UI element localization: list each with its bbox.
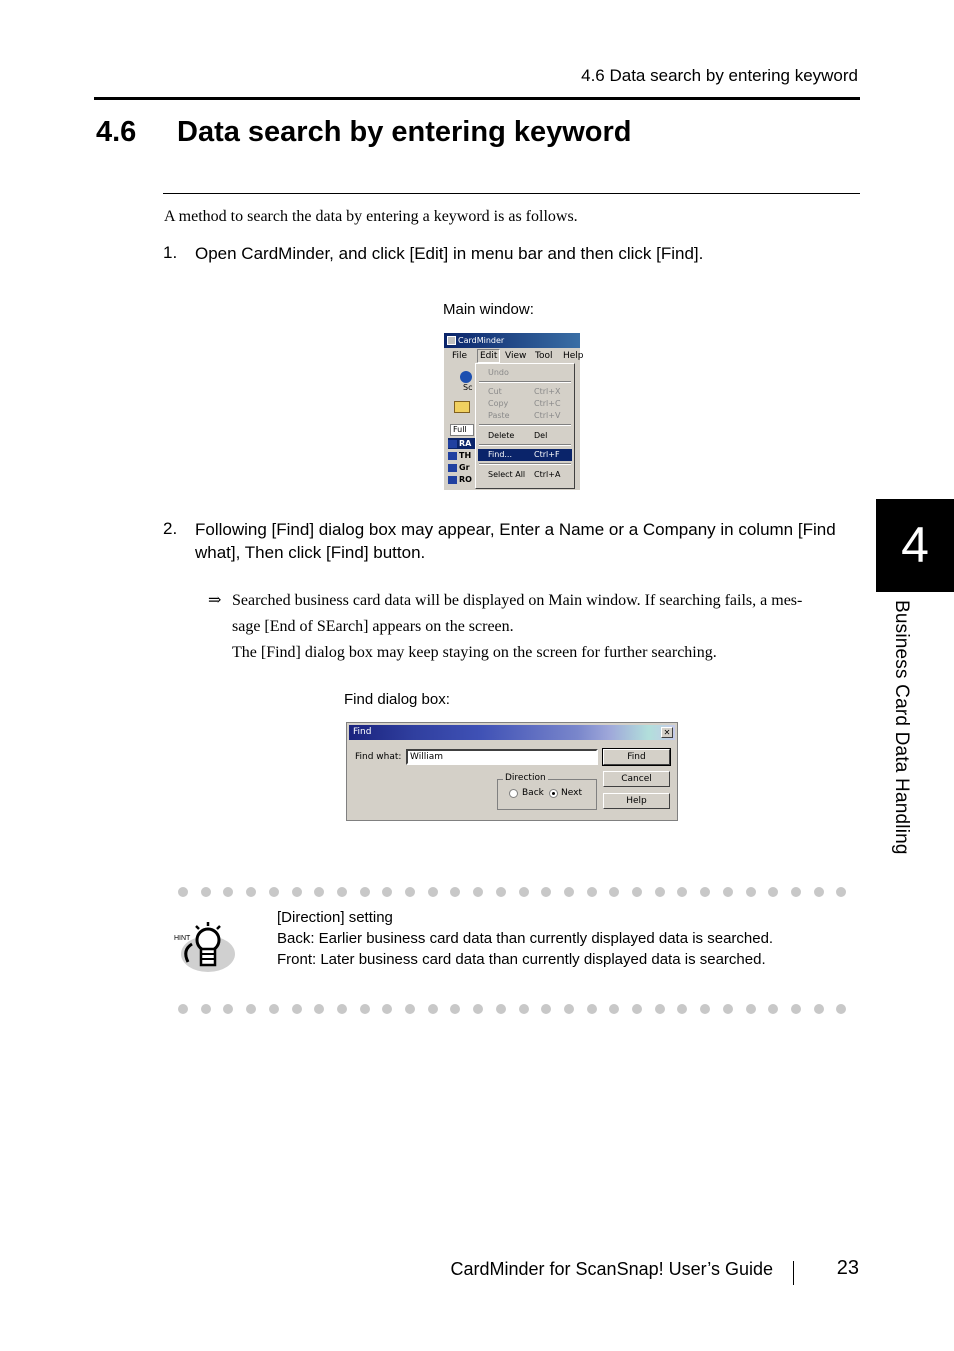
- divider-dot: [746, 887, 756, 897]
- main-window-caption: Main window:: [443, 301, 534, 318]
- menu-separator: [479, 424, 571, 426]
- divider-dot: [541, 1004, 551, 1014]
- menu-tool[interactable]: Tool: [535, 351, 553, 361]
- section-number: 4.6: [96, 116, 137, 148]
- step-1-text: Open CardMinder, and click [Edit] in menu bar and then click [Find].: [195, 244, 704, 263]
- divider-dot: [292, 887, 302, 897]
- row-name: RA: [459, 439, 472, 448]
- chapter-side-label: [880, 600, 930, 900]
- row-name: RO: [459, 475, 472, 484]
- menubar: [444, 349, 584, 363]
- divider-dot: [677, 887, 687, 897]
- divider-dot: [450, 1004, 460, 1014]
- divider-dot: [768, 887, 778, 897]
- next-radio[interactable]: [549, 789, 558, 798]
- section-rule: [163, 193, 860, 194]
- divider-dot: [178, 1004, 188, 1014]
- menu-separator: [479, 381, 571, 383]
- divider-dot: [473, 887, 483, 897]
- hint-divider-top: [178, 887, 858, 897]
- result-arrow: ⇒: [208, 592, 222, 609]
- help-button[interactable]: Help: [603, 793, 670, 809]
- hint-line-2: Front: Later business card data than currently displayed data is searched.: [277, 951, 766, 968]
- divider-dot: [428, 1004, 438, 1014]
- divider-dot: [632, 887, 642, 897]
- direction-label: Direction: [505, 773, 546, 783]
- divider-dot: [564, 1004, 574, 1014]
- step-1-number: 1.: [163, 243, 178, 262]
- menu-file[interactable]: File: [452, 351, 468, 361]
- divider-dot: [768, 1004, 778, 1014]
- divider-dot: [814, 887, 824, 897]
- divider-dot: [360, 1004, 370, 1014]
- section-title: Data search by entering keyword: [177, 116, 632, 148]
- menu-item-copy[interactable]: Copy Ctrl+C: [488, 399, 561, 408]
- menu-item-delete[interactable]: Delete Del: [488, 431, 548, 440]
- app-icon: [447, 336, 456, 345]
- card-icon: [448, 452, 457, 460]
- folder-icon[interactable]: [454, 401, 470, 413]
- divider-dot: [587, 887, 597, 897]
- list-row[interactable]: [448, 450, 478, 461]
- find-button[interactable]: Find: [603, 749, 670, 765]
- step-2-line-2: what], Then click [Find] button.: [195, 543, 426, 562]
- divider-dot: [246, 1004, 256, 1014]
- step-2-line-1: Following [Find] dialog box may appear, Enter a Name or a Company in column [Find: [195, 520, 836, 539]
- divider-dot: [791, 887, 801, 897]
- footer-guide-title: CardMinder for ScanSnap! User’s Guide: [450, 1259, 773, 1279]
- result-line-2: sage [End of SEarch] appears on the screen.: [232, 618, 514, 635]
- divider-dot: [314, 887, 324, 897]
- card-icon: [448, 440, 457, 448]
- divider-dot: [836, 1004, 846, 1014]
- find-what-input[interactable]: William: [406, 749, 598, 765]
- result-block: [208, 588, 860, 666]
- intro-text: A method to search the data by entering a keyword is as follows.: [164, 208, 578, 225]
- main-window-screenshot: [444, 333, 584, 490]
- divider-dot: [723, 1004, 733, 1014]
- menu-item-find[interactable]: Find... Ctrl+F: [478, 449, 572, 461]
- find-dialog-caption: Find dialog box:: [344, 691, 450, 708]
- divider-dot: [519, 887, 529, 897]
- divider-dot: [836, 887, 846, 897]
- divider-dot: [246, 887, 256, 897]
- divider-dot: [382, 887, 392, 897]
- menu-separator: [479, 463, 571, 465]
- divider-dot: [541, 887, 551, 897]
- radio-selected-dot: [552, 792, 555, 795]
- divider-dot: [269, 887, 279, 897]
- divider-dot: [496, 1004, 506, 1014]
- divider-dot: [201, 887, 211, 897]
- divider-dot: [700, 1004, 710, 1014]
- divider-dot: [655, 887, 665, 897]
- divider-dot: [337, 1004, 347, 1014]
- list-row[interactable]: [448, 438, 478, 449]
- row-name: Gr: [459, 463, 470, 472]
- main-window-title: CardMinder: [458, 336, 505, 345]
- divider-dot: [519, 1004, 529, 1014]
- divider-dot: [337, 887, 347, 897]
- divider-dot: [405, 887, 415, 897]
- result-line-1: Searched business card data will be displayed on Main window. If searching fails, a mes-: [232, 592, 803, 609]
- row-name: TH: [459, 451, 472, 460]
- main-window-titlebar: [444, 333, 580, 348]
- chapter-label-text: Business Card Data Handling: [891, 600, 912, 855]
- find-what-label: Find what:: [355, 752, 402, 762]
- step-2-number: 2.: [163, 519, 178, 538]
- divider-dot: [677, 1004, 687, 1014]
- divider-dot: [360, 887, 370, 897]
- divider-dot: [632, 1004, 642, 1014]
- find-dialog-title: Find: [353, 727, 372, 737]
- find-dialog-titlebar: [349, 725, 675, 740]
- menu-edit[interactable]: Edit: [477, 349, 500, 363]
- divider-dot: [473, 1004, 483, 1014]
- direction-group: [497, 773, 597, 810]
- menu-help[interactable]: Help: [563, 351, 584, 361]
- divider-dot: [746, 1004, 756, 1014]
- divider-dot: [791, 1004, 801, 1014]
- divider-dot: [700, 887, 710, 897]
- divider-dot: [201, 1004, 211, 1014]
- divider-dot: [405, 1004, 415, 1014]
- edit-menu-dropdown: [475, 363, 575, 489]
- divider-dot: [814, 1004, 824, 1014]
- divider-dot: [314, 1004, 324, 1014]
- divider-dot: [223, 887, 233, 897]
- running-header: 4.6 Data search by entering keyword: [581, 66, 858, 85]
- hint-line-1: Back: Earlier business card data than currently displayed data is searched.: [277, 930, 774, 947]
- divider-dot: [609, 1004, 619, 1014]
- menu-item-undo[interactable]: Undo: [488, 368, 509, 377]
- divider-dot: [223, 1004, 233, 1014]
- result-line-3: The [Find] dialog box may keep staying on the screen for further searching.: [232, 644, 717, 661]
- hint-icon: [174, 918, 238, 978]
- card-icon: [448, 464, 457, 472]
- back-radio-label[interactable]: Back: [522, 788, 544, 798]
- divider-dot: [292, 1004, 302, 1014]
- divider-dot: [609, 887, 619, 897]
- menu-item-select-all[interactable]: Select All Ctrl+A: [488, 470, 561, 479]
- hint-title: [Direction] setting: [277, 909, 393, 926]
- divider-dot: [428, 887, 438, 897]
- menu-item-paste[interactable]: Paste Ctrl+V: [488, 411, 561, 420]
- divider-dot: [450, 887, 460, 897]
- divider-dot: [382, 1004, 392, 1014]
- toolbar-label: Sc: [463, 383, 473, 392]
- hint-icon-label: HINT: [174, 935, 191, 942]
- divider-dot: [269, 1004, 279, 1014]
- divider-dot: [723, 887, 733, 897]
- page-number: 23: [836, 1257, 859, 1279]
- find-dialog: [346, 722, 678, 821]
- back-radio[interactable]: [509, 789, 518, 798]
- hint-divider-bottom: [178, 1004, 858, 1014]
- card-icon: [448, 476, 457, 484]
- footer-divider: [793, 1261, 794, 1285]
- menu-item-cut[interactable]: Cut Ctrl+X: [488, 387, 561, 396]
- list-row[interactable]: [448, 474, 478, 485]
- scan-icon[interactable]: [460, 371, 472, 383]
- divider-dot: [655, 1004, 665, 1014]
- close-icon[interactable]: ✕: [661, 727, 673, 738]
- divider-dot: [587, 1004, 597, 1014]
- cancel-button[interactable]: Cancel: [603, 771, 670, 787]
- menu-view[interactable]: View: [505, 351, 527, 361]
- header-rule: [94, 97, 860, 100]
- list-filter[interactable]: Full: [450, 424, 474, 436]
- next-radio-label[interactable]: Next: [561, 788, 582, 798]
- divider-dot: [178, 887, 188, 897]
- chapter-tab: 4: [876, 499, 954, 592]
- list-row[interactable]: [448, 462, 478, 473]
- divider-dot: [564, 887, 574, 897]
- menu-separator: [479, 444, 571, 446]
- hint-text: [277, 907, 773, 970]
- divider-dot: [496, 887, 506, 897]
